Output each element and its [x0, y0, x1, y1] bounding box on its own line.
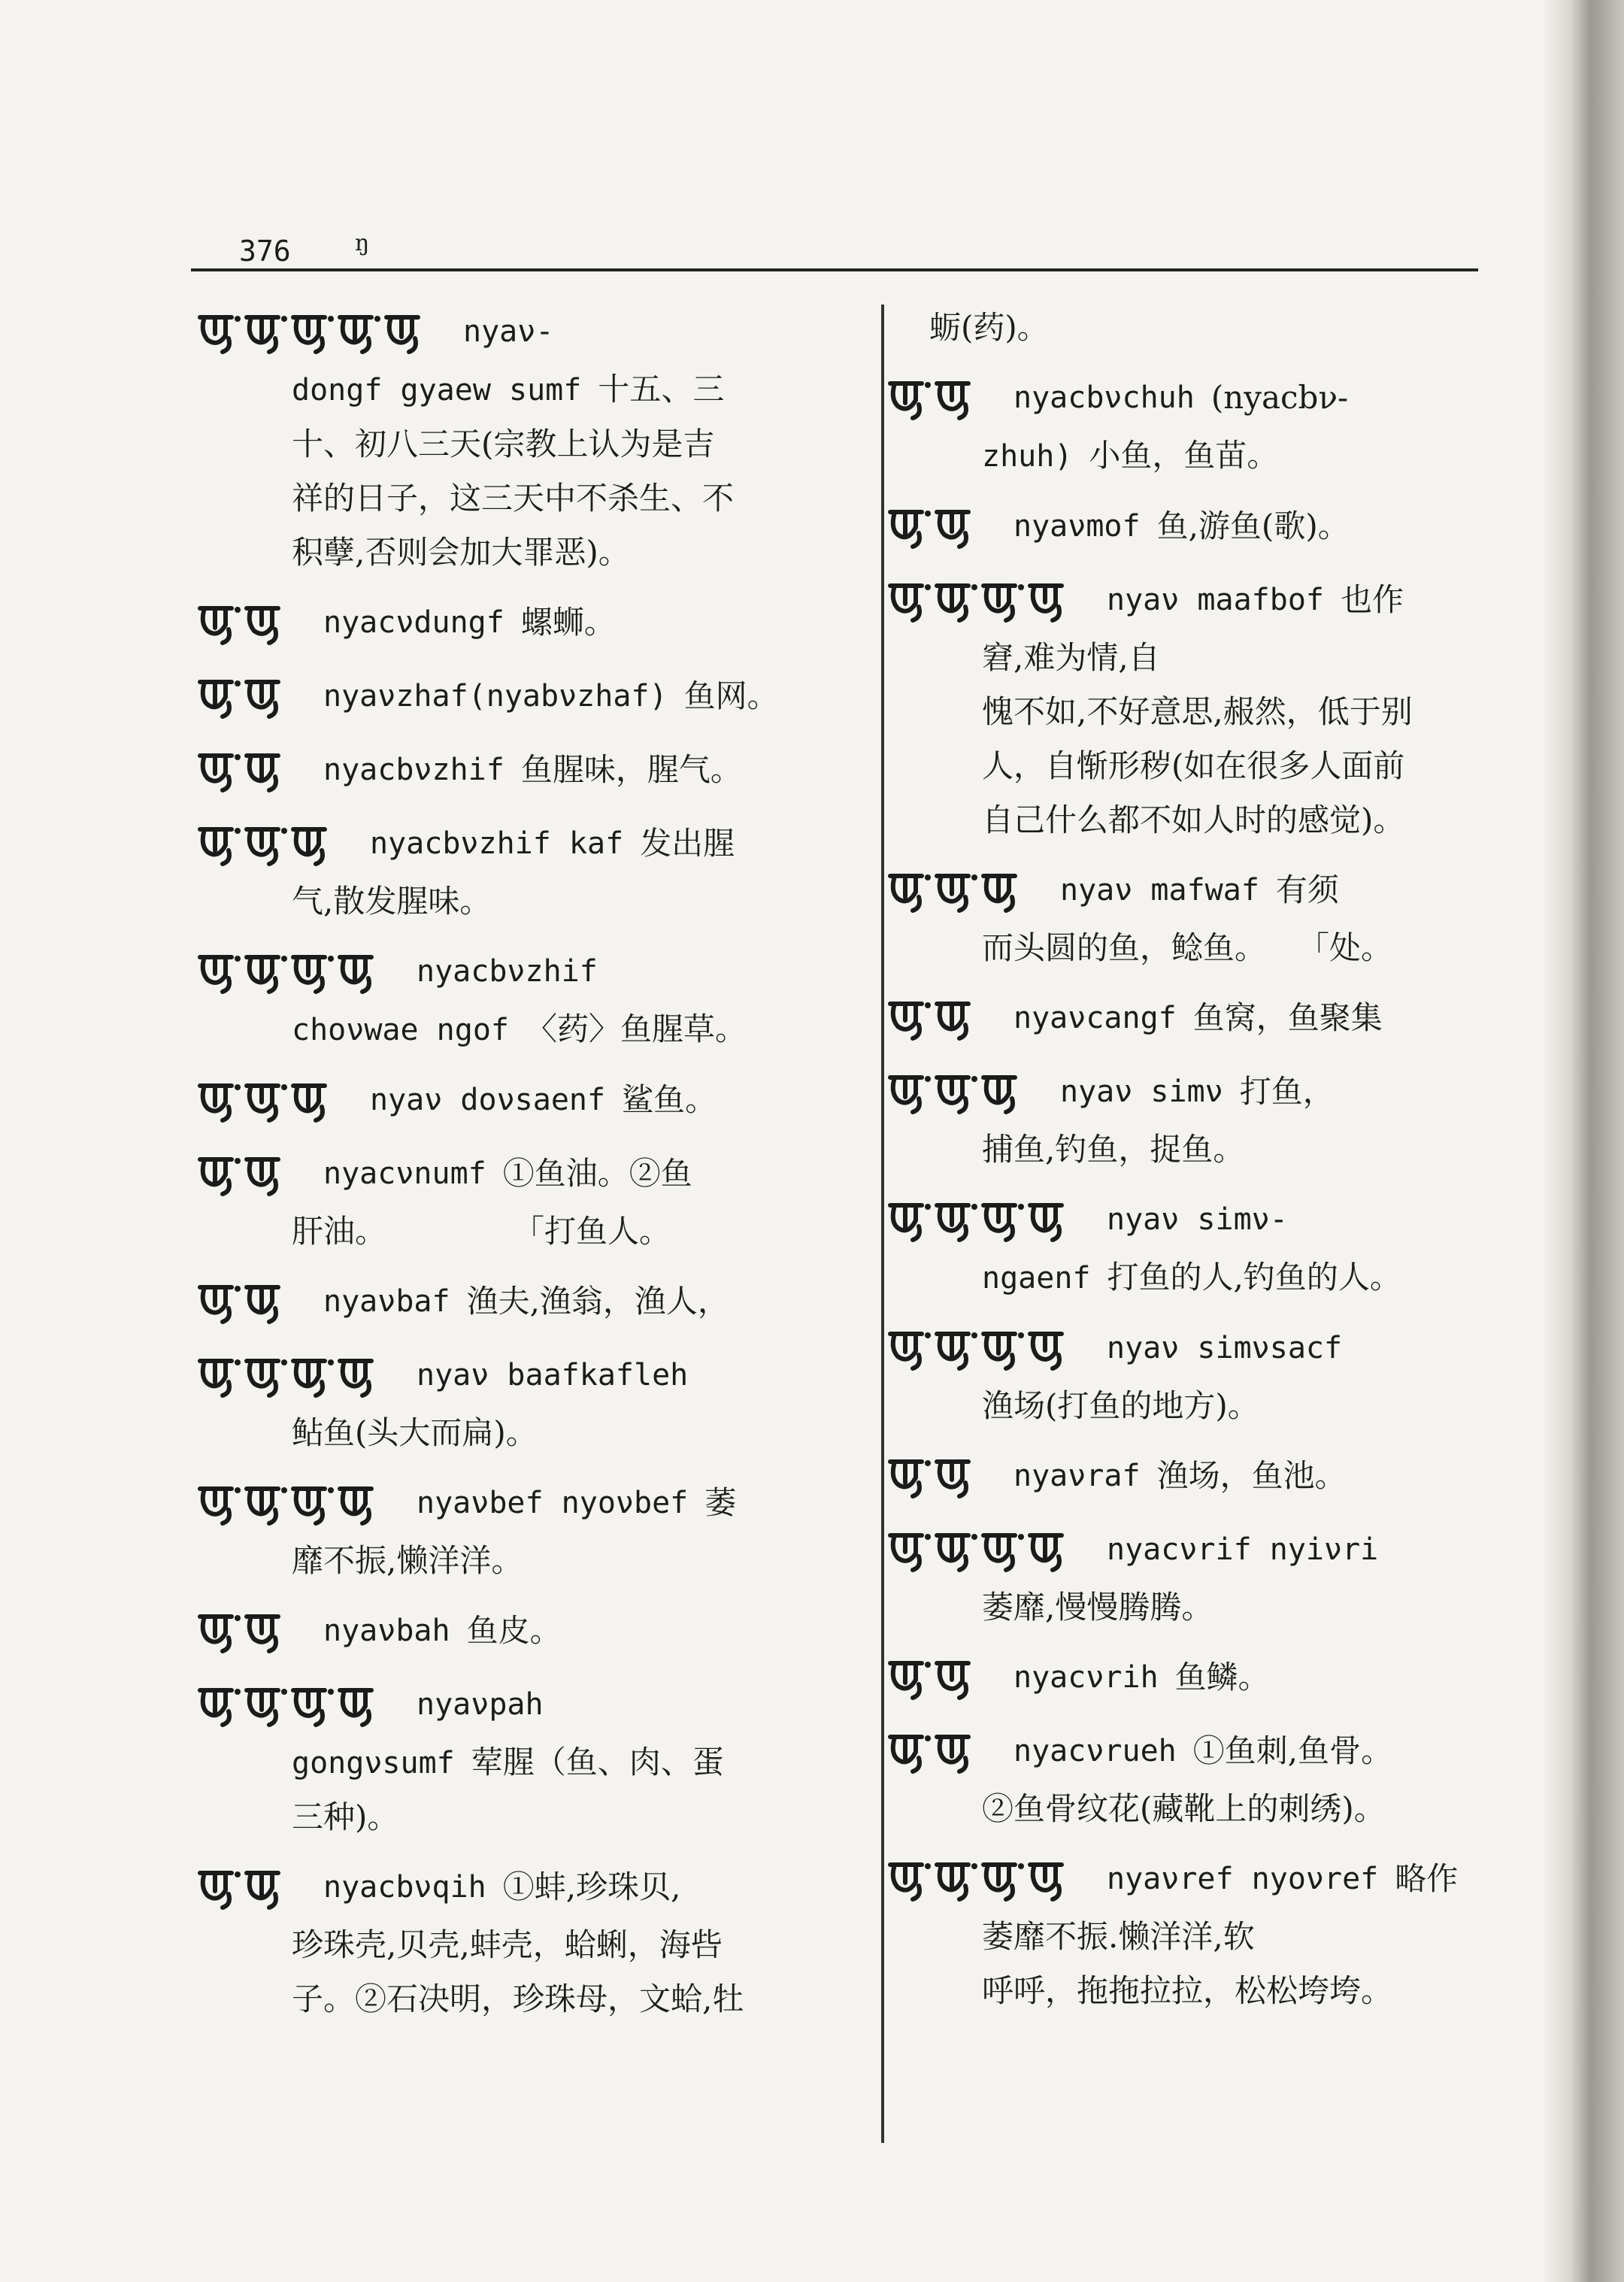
- romanization: nyacνrih: [1013, 1660, 1159, 1695]
- chinese-gloss: 人，自惭形秽(如在很多人面前: [982, 747, 1405, 784]
- chinese-gloss: 渔场，鱼池。: [1156, 1457, 1347, 1494]
- entry-line: [887, 1061, 1549, 1123]
- dictionary-entry: [887, 1519, 1549, 1635]
- chinese-gloss: 打鱼的人,钓鱼的人。: [1107, 1259, 1401, 1296]
- dictionary-entry: [887, 1061, 1549, 1177]
- chinese-gloss: 祥的日子，这三天中不杀生、不: [292, 480, 735, 517]
- romanization: nyaνraf: [1013, 1459, 1141, 1493]
- entry-line: [197, 1918, 859, 1972]
- entry-line: [197, 1600, 859, 1662]
- entry-line: [197, 1472, 859, 1534]
- dictionary-entry: [197, 665, 859, 727]
- dictionary-entry: [197, 1600, 859, 1662]
- tibetan-headword-image: [887, 1856, 1074, 1902]
- chinese-gloss: 子。②石决明，珍珠母，文蛤,牡: [292, 1980, 744, 2017]
- dictionary-entry: [887, 1317, 1549, 1433]
- chinese-gloss: ①鱼刺,鱼骨。: [1192, 1732, 1393, 1769]
- entry-line: [197, 301, 859, 362]
- chinese-gloss: 自己什么都不如人时的感觉)。: [982, 802, 1405, 838]
- romanization: gongνsumf: [292, 1746, 455, 1780]
- romanization: nyaνbah: [323, 1614, 450, 1648]
- chinese-gloss: 〈药〉鱼腥草。: [525, 1011, 747, 1047]
- chinese-gloss: 肝油。 「打鱼人。: [292, 1213, 671, 1250]
- tibetan-headword-image: [887, 1196, 1074, 1243]
- entry-line: [887, 631, 1549, 685]
- dictionary-entry: [197, 1674, 859, 1844]
- dictionary-entry: [197, 1344, 859, 1460]
- romanization: nyaν simν: [1060, 1074, 1223, 1109]
- romanization: ngaenf: [982, 1261, 1091, 1296]
- entry-line: [887, 495, 1549, 557]
- romanization: nyacνnumf: [323, 1156, 486, 1191]
- dictionary-entry: [197, 941, 859, 1057]
- chinese-gloss: 也作: [1340, 581, 1404, 618]
- tibetan-headword-image: [197, 1681, 383, 1728]
- tibetan-headword-image: [197, 1150, 290, 1197]
- entry-line: [887, 685, 1549, 739]
- entry-line: [197, 1534, 859, 1588]
- entry-line: [887, 1123, 1549, 1177]
- chinese-gloss: 发出腥: [640, 825, 735, 862]
- tibetan-headword-image: [887, 1068, 1027, 1115]
- romanization: nyaν maafbof: [1107, 583, 1324, 617]
- entry-line: [887, 859, 1549, 921]
- romanization: nyacbνzhif kaf: [370, 826, 624, 861]
- chinese-gloss: 荤腥（鱼、肉、蛋: [471, 1744, 724, 1780]
- entry-line: [197, 1856, 859, 1918]
- dictionary-entry: [887, 987, 1549, 1049]
- chinese-gloss: 靡不振,懒洋洋。: [292, 1542, 523, 1579]
- tibetan-headword-image: [887, 577, 1074, 623]
- entry-line: [887, 739, 1549, 793]
- entry-line: [197, 1790, 859, 1844]
- romanization: nyaνzhaf(nyabνzhaf): [323, 679, 668, 714]
- tibetan-headword-image: [197, 820, 337, 867]
- romanization: nyacνdungf: [323, 605, 504, 640]
- dictionary-entry: [887, 1720, 1549, 1836]
- entry-line: [887, 1519, 1549, 1580]
- dictionary-entry: [197, 592, 859, 653]
- tibetan-headword-image: [887, 1453, 980, 1499]
- dictionary-entry: [197, 1143, 859, 1259]
- romanization: nyaνbaf: [323, 1284, 450, 1319]
- dictionary-entry: [887, 1647, 1549, 1708]
- chinese-gloss: 愧不如,不好意思,赧然，低于别: [982, 693, 1413, 730]
- chinese-gloss: 有须: [1275, 871, 1339, 908]
- dictionary-entry: [197, 1472, 859, 1588]
- chinese-gloss: 渔场(打鱼的地方)。: [982, 1387, 1259, 1424]
- romanization: choνwae ngof: [292, 1013, 509, 1047]
- entry-line: [197, 1069, 859, 1131]
- chinese-gloss: 渔夫,渔翁，渔人，: [466, 1283, 729, 1320]
- tibetan-headword-image: [197, 1077, 337, 1123]
- entry-line: [887, 1379, 1549, 1433]
- chinese-gloss: 珍珠壳,贝壳,蚌壳，蛤蜊，海呰: [292, 1926, 723, 1963]
- romanization: nyaν simνsacf: [1107, 1331, 1343, 1365]
- romanization: nyaν doνsaenf: [370, 1083, 606, 1117]
- chinese-gloss: 萎: [704, 1484, 737, 1521]
- dictionary-entry: [887, 495, 1549, 557]
- romanization: nyaν mafwaf: [1060, 873, 1259, 908]
- page-number: 376: [239, 235, 291, 268]
- chinese-gloss: 小鱼，鱼苗。: [1089, 437, 1279, 474]
- chinese-gloss: 呼呼，拖拖拉拉，松松垮垮。: [982, 1972, 1393, 2009]
- romanization: nyaνcangf: [1013, 1001, 1177, 1035]
- tibetan-headword-image: [197, 1480, 383, 1526]
- dictionary-entry: [887, 367, 1549, 483]
- entry-line: [887, 1848, 1549, 1910]
- entry-line: [887, 921, 1549, 975]
- chinese-gloss: 萎靡不振.懒洋洋,软: [982, 1918, 1255, 1955]
- entry-line: [197, 592, 859, 653]
- dictionary-entry: [197, 301, 859, 580]
- entry-line: [887, 1647, 1549, 1708]
- dictionary-entry: [197, 813, 859, 929]
- tibetan-headword-image: [887, 1526, 1074, 1573]
- entry-line: [887, 1580, 1549, 1635]
- entry-continuation: [887, 301, 1549, 355]
- dictionary-entry: [197, 1069, 859, 1131]
- entry-line: [197, 739, 859, 801]
- dictionary-entry: [887, 859, 1549, 975]
- entry-line: [197, 1406, 859, 1460]
- romanization: nyaνref nyoνref: [1107, 1862, 1379, 1896]
- dictionary-entry: [887, 1189, 1549, 1305]
- entry-line: [197, 1002, 859, 1057]
- entry-line: [887, 301, 1549, 355]
- entry-line: [887, 1317, 1549, 1379]
- tibetan-headword-image: [197, 1278, 290, 1325]
- header-mark: ŋ: [355, 230, 370, 256]
- romanization: nyaν-: [463, 314, 554, 349]
- tibetan-headword-image: [887, 1654, 980, 1701]
- tibetan-headword-image: [197, 308, 430, 355]
- tibetan-headword-image: [887, 374, 980, 421]
- right-column: [887, 301, 1549, 2030]
- chinese-gloss: 三种)。: [292, 1799, 399, 1835]
- entry-line: [197, 1143, 859, 1205]
- dictionary-entry: [197, 1856, 859, 2026]
- chinese-gloss: 而头圆的鱼，鲶鱼。 「处。: [982, 929, 1393, 966]
- chinese-gloss: 鱼鳞。: [1174, 1659, 1270, 1696]
- chinese-gloss: 鱼皮。: [466, 1612, 562, 1649]
- entry-line: [197, 417, 859, 471]
- romanization: nyaν simν-: [1107, 1202, 1288, 1237]
- entry-line: [197, 941, 859, 1002]
- chinese-gloss: (nyacbν-: [1210, 379, 1349, 416]
- chinese-gloss: 窘,难为情,自: [982, 639, 1160, 676]
- dictionary-entry: [887, 569, 1549, 847]
- entry-line: [887, 1720, 1549, 1782]
- entry-line: [887, 793, 1549, 847]
- chinese-gloss: 十、初八三天(宗教上认为是吉: [292, 426, 715, 462]
- tibetan-headword-image: [197, 599, 290, 646]
- entry-line: [197, 1735, 859, 1790]
- chinese-gloss: 打鱼，: [1239, 1073, 1335, 1110]
- entry-line: [197, 665, 859, 727]
- romanization: nyacbνchuh: [1013, 380, 1195, 415]
- tibetan-headword-image: [197, 1608, 290, 1654]
- chinese-gloss: 捕鱼,钓鱼，捉鱼。: [982, 1131, 1245, 1168]
- chinese-gloss: 十五、三: [598, 371, 725, 408]
- romanization: nyacbνzhif: [323, 753, 504, 787]
- chinese-gloss: 萎靡,慢慢腾腾。: [982, 1589, 1213, 1626]
- tibetan-headword-image: [197, 1864, 290, 1911]
- romanization: nyacbνzhif: [417, 954, 598, 989]
- entry-line: [887, 1782, 1549, 1836]
- tibetan-headword-image: [197, 1352, 383, 1399]
- chinese-gloss: 略作: [1395, 1860, 1459, 1897]
- tibetan-headword-image: [887, 867, 1027, 914]
- tibetan-headword-image: [887, 503, 980, 550]
- chinese-gloss: 鱼窝，鱼聚集: [1192, 999, 1383, 1036]
- left-column: [197, 301, 859, 2038]
- chinese-gloss: 鱼,游鱼(歌)。: [1156, 508, 1350, 544]
- header-rule: [191, 268, 1478, 271]
- romanization: nyaνbef nyoνbef: [417, 1486, 689, 1520]
- chinese-gloss: 鲇鱼(头大而扁)。: [292, 1414, 538, 1451]
- romanization: nyacνrueh: [1013, 1734, 1177, 1768]
- entry-line: [197, 1674, 859, 1735]
- romanization: zhuh): [982, 439, 1073, 474]
- tibetan-headword-image: [197, 747, 290, 793]
- entry-line: [197, 1972, 859, 2026]
- entry-line: [887, 1250, 1549, 1305]
- entry-line: [197, 362, 859, 417]
- dictionary-entry: [887, 1445, 1549, 1507]
- entry-line: [197, 1344, 859, 1406]
- chinese-gloss: ①蚌,珍珠贝,: [502, 1868, 681, 1905]
- entry-line: [887, 1910, 1549, 1964]
- entry-line: [197, 874, 859, 929]
- entry-line: [887, 367, 1549, 429]
- tibetan-headword-image: [197, 673, 290, 720]
- dictionary-entry: [887, 1848, 1549, 2018]
- entry-line: [887, 987, 1549, 1049]
- dictionary-entry: [197, 739, 859, 801]
- entry-line: [887, 1445, 1549, 1507]
- chinese-gloss: 鱼腥味，腥气。: [520, 751, 742, 788]
- romanization: nyaνpah: [417, 1687, 544, 1722]
- entry-line: [197, 471, 859, 526]
- chinese-gloss: 积孽,否则会加大罪恶)。: [292, 534, 630, 571]
- tibetan-headword-image: [887, 995, 980, 1041]
- entry-line: [887, 1964, 1549, 2018]
- chinese-gloss: 螺蛳。: [520, 604, 616, 641]
- romanization: nyaν baafkafleh: [417, 1358, 689, 1393]
- chinese-gloss: 蛎(药)。: [929, 309, 1049, 346]
- chinese-gloss: 鱼网。: [683, 677, 779, 714]
- entry-line: [887, 1189, 1549, 1250]
- entry-line: [197, 1271, 859, 1332]
- tibetan-headword-image: [887, 1325, 1074, 1371]
- entry-line: [197, 1205, 859, 1259]
- tibetan-headword-image: [887, 1728, 980, 1774]
- romanization: nyaνmof: [1013, 509, 1141, 544]
- tibetan-headword-image: [197, 948, 383, 995]
- chinese-gloss: ①鱼油。②鱼: [502, 1155, 692, 1192]
- chinese-gloss: 鲨鱼。: [622, 1081, 717, 1118]
- entry-line: [197, 813, 859, 874]
- romanization: dongf gyaew sumf: [292, 373, 582, 408]
- dictionary-entry: [197, 1271, 859, 1332]
- book-spine-edge: [1541, 0, 1624, 2282]
- chinese-gloss: ②鱼骨纹花(藏靴上的刺绣)。: [982, 1790, 1386, 1827]
- column-divider: [881, 305, 884, 2143]
- chinese-gloss: 气,散发腥味。: [292, 883, 492, 920]
- entry-line: [887, 569, 1549, 631]
- entry-line: [887, 429, 1549, 483]
- romanization: nyacνrif nyiνri: [1107, 1532, 1379, 1567]
- entry-line: [197, 526, 859, 580]
- romanization: nyacbνqih: [323, 1870, 486, 1905]
